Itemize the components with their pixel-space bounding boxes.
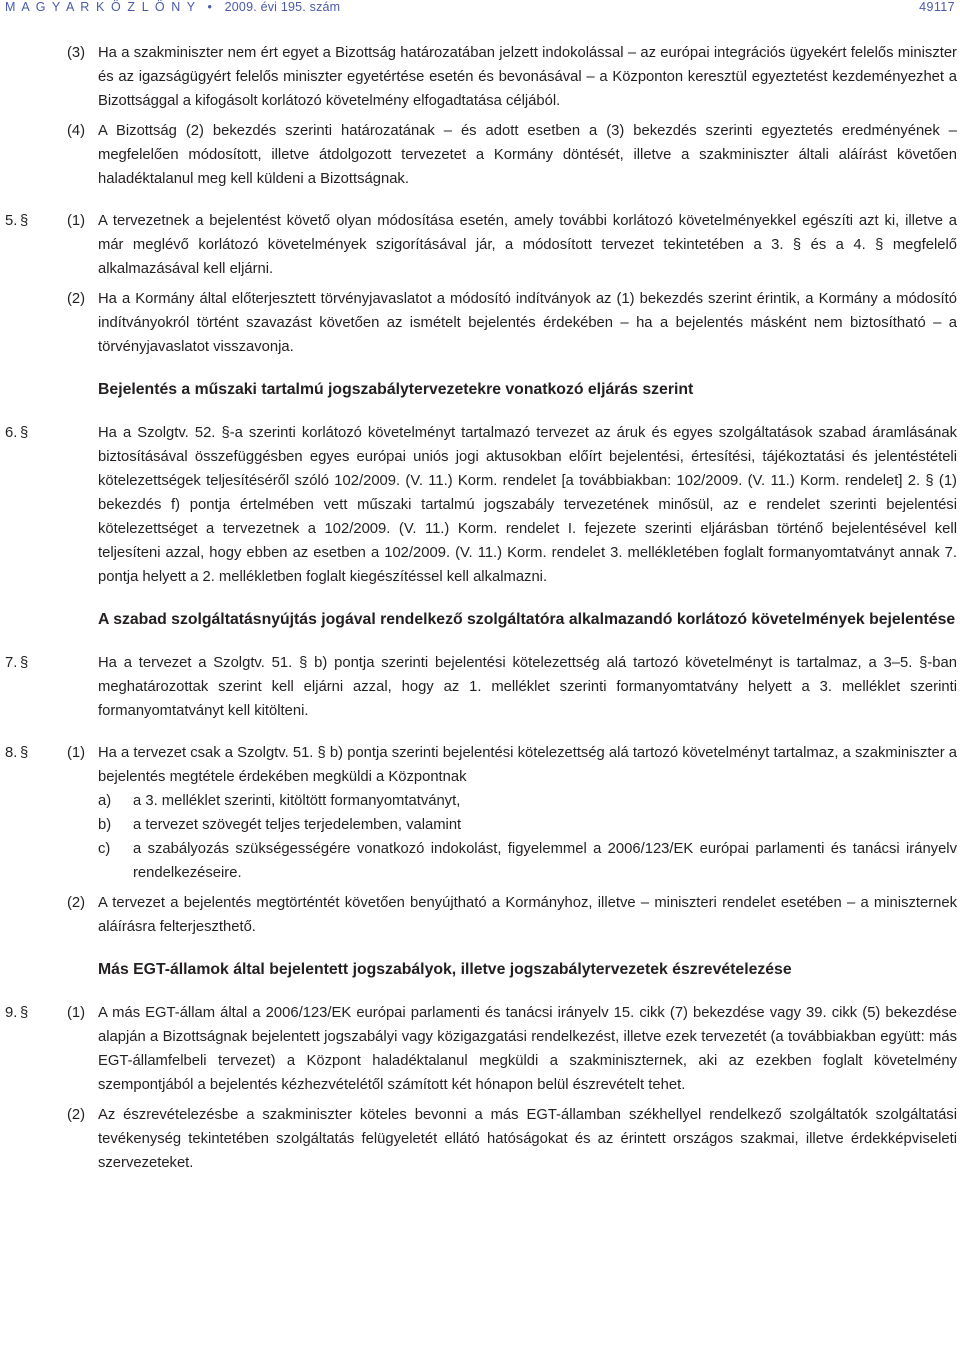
paragraph-text: A tervezet a bejelentés megtörténtét követően benyújtható a Kormányhoz, illetve – miniszteri rendelet esetében – a miniszternek aláírásra felterjeszthető. [98,895,957,935]
section-9-paragraph-1 [0,1001,960,1097]
paragraph-text: Az észrevételezésbe a szakminiszter köteles bevonni a más EGT-államban székhellyel rendelkező szolgáltatók szolgáltatási tevékenység tekintetében szolgáltatás felügyeletét ellátó hatóságokat és az érintett országos szakmai, illetve érdekképviseleti szervezeteket. [98,1107,957,1171]
section-sign: § [20,1005,29,1021]
paragraph-number: (1) [67,745,86,761]
paragraph-text: Ha a tervezet csak a Szolgtv. 51. § b) pontja szerinti bejelentési kötelezettség alá tartozó követelményt tartalmaz, a szakminiszter a bejelentés megtétele érdekében megküldi a Központnak [98,745,957,785]
list-item-text: a szabályozás szükségességére vonatkozó indokolást, figyelemmel a 2006/123/EK európai parlamenti és tanácsi irányelv rendelkezéseire. [133,841,957,881]
list-item [98,789,960,813]
paragraph-text: Ha a Szolgtv. 52. §-a szerinti korlátozó követelményt tartalmazó tervezet az áruk és egyes szolgáltatások szabad áramlásának biztosításával összefüggésben egyes európai uniós jogi aktusokban előírt bejelentési, értesítési, tájékoztatási és jelentéstételi kötelezettségek teljesítéséről szóló 102/2009. (V. 11.) Korm. rendelet [a továbbiakban: 102/2009. (V. 11.) Korm. rendelet] 2. § (1) bekezdés f) pontja értelmében vett műszaki tartalmú jogszabály tervezetének minősül, az e rendelet szerinti bejelentési kötelezettséget a tervezetnek a 102/2009. (V. 11.) Korm. rendelet I. fejezete szerinti eljárásban történő bejelentésével kell teljesíteni azzal, hogy ebben az esetben a 102/2009. (V. 11.) Korm. rendelet 3. mellékletében foglalt formanyomtatványt annak 7. pontja helyett a 2. mellékletben foglalt kiegészítéssel kell alkalmazni. [98,425,957,585]
paragraph-number: (3) [67,45,86,61]
section-7 [0,651,960,723]
paragraph-text: A tervezetnek a bejelentést követő olyan módosítása esetén, amely további korlátozó követelményekkel egészíti azt ki, illetve a már meglévő korlátozó követelmények szigorításával jár, a módosított tervezet tekintetében a 3. § és a 4. § megfelelő alkalmazásával kell eljárni. [98,213,957,277]
section-heading: Más EGT-államok által bejelentett jogszabályok, illetve jogszabálytervezetek észrevételezése [98,961,792,978]
section-heading: Bejelentés a műszaki tartalmú jogszabálytervezetekre vonatkozó eljárás szerint [98,381,694,398]
section-9-paragraph-2 [0,1103,960,1175]
list-item-label: b) [98,817,112,833]
paragraph-text: Ha a szakminiszter nem ért egyet a Bizottság határozatában jelzett indokolással – az európai integrációs ügyekért felelős miniszter és az igazságügyért felelős miniszter egyetértése esetén és bevonásával – a Központon keresztül egyeztetést kezdeményezhet a Bizottsággal a kifogásolt korlátozó követelmény elfogadtatása céljából. [98,45,957,109]
paragraph-number: (2) [67,1107,86,1123]
section-8-paragraph-2 [0,891,960,939]
section-5-paragraph-2 [0,287,960,359]
paragraph-text: A Bizottság (2) bekezdés szerinti határozatának – és adott esetben a (3) bekezdés szerinti egyeztetés eredményének – megfelelően módosított, illetve átdolgozott tervezetet a Kormány döntését, illetve a szakminiszter általi aláírást követően haladéktalanul meg kell küldeni a Bizottságnak. [98,123,957,187]
list-item-label: a) [98,793,112,809]
issue-label: 2009. évi 195. szám [224,0,341,14]
list-item [98,837,960,885]
section-number: 7. [5,655,18,671]
list-item-label: c) [98,841,111,857]
section-number: 8. [5,745,18,761]
paragraph-text: Ha a Kormány által előterjesztett törvényjavaslatot a módosító indítványok az (1) bekezdés szerint érintik, a Kormány a módosító indítványokról történt szavazást követően az ismételt bejelentés érdekében – ha a bejelentés másként nem biztosítható – a törvényjavaslatot visszavonja. [98,291,957,355]
journal-header [5,0,340,14]
paragraph-text: A más EGT-állam által a 2006/123/EK európai parlamenti és tanácsi irányelv 15. cikk (7) bekezdése vagy 39. cikk (5) bekezdése alapján a Bizottságnak bejelentett jogszabályi vagy közigazgatási rendelkezést, illetve ezek tervezetét (a továbbiakban együtt: más EGT-államfelbeli tervezet) a Központ haladéktalanul megküldi a szakminiszternek, aki az ezekben foglalt követelmény szempontjából a bejelentés kézhezvételétől számított két hónapon belül észrevételt tehet. [98,1005,957,1093]
section-5-paragraph-1 [0,209,960,281]
header-bullet: • [207,0,214,14]
paragraph-number: (1) [67,213,86,229]
journal-title: M A G Y A R K Ö Z L Ö N Y [5,0,197,14]
paragraph-text: Ha a tervezet a Szolgtv. 51. § b) pontja szerinti bejelentési kötelezettség alá tartozó követelményt is tartalmaz, a 3–5. §-ban meghatározottak szerint kell eljárni azzal, hogy az 1. melléklet szerinti formanyomtatvány helyett a 3. melléklet szerinti formanyomtatványt kell kitölteni. [98,655,957,719]
section-heading: A szabad szolgáltatásnyújtás jogával rendelkező szolgáltatóra alkalmazandó korlátozó követelmények bejelentése [98,611,956,628]
paragraph-number: (2) [67,291,86,307]
section-sign: § [20,655,29,671]
section-number: 6. [5,425,18,441]
section-sign: § [20,745,29,761]
section-6 [0,421,960,589]
paragraph-number: (2) [67,895,86,911]
paragraph-number: (4) [67,123,86,139]
list-item-text: a 3. melléklet szerinti, kitöltött formanyomtatványt, [133,793,461,809]
section-number: 5. [5,213,18,229]
page-header [0,0,960,16]
section-8-paragraph-1 [0,741,960,789]
section-4-paragraph-3 [0,41,960,113]
section-sign: § [20,425,29,441]
document-body [0,41,960,1175]
list-item-text: a tervezet szövegét teljes terjedelemben, valamint [133,817,462,833]
section-sign: § [20,213,29,229]
section-number: 9. [5,1005,18,1021]
section-4-paragraph-4 [0,119,960,191]
page-number: 49117 [919,0,955,14]
paragraph-number: (1) [67,1005,86,1021]
list-item [98,813,960,837]
